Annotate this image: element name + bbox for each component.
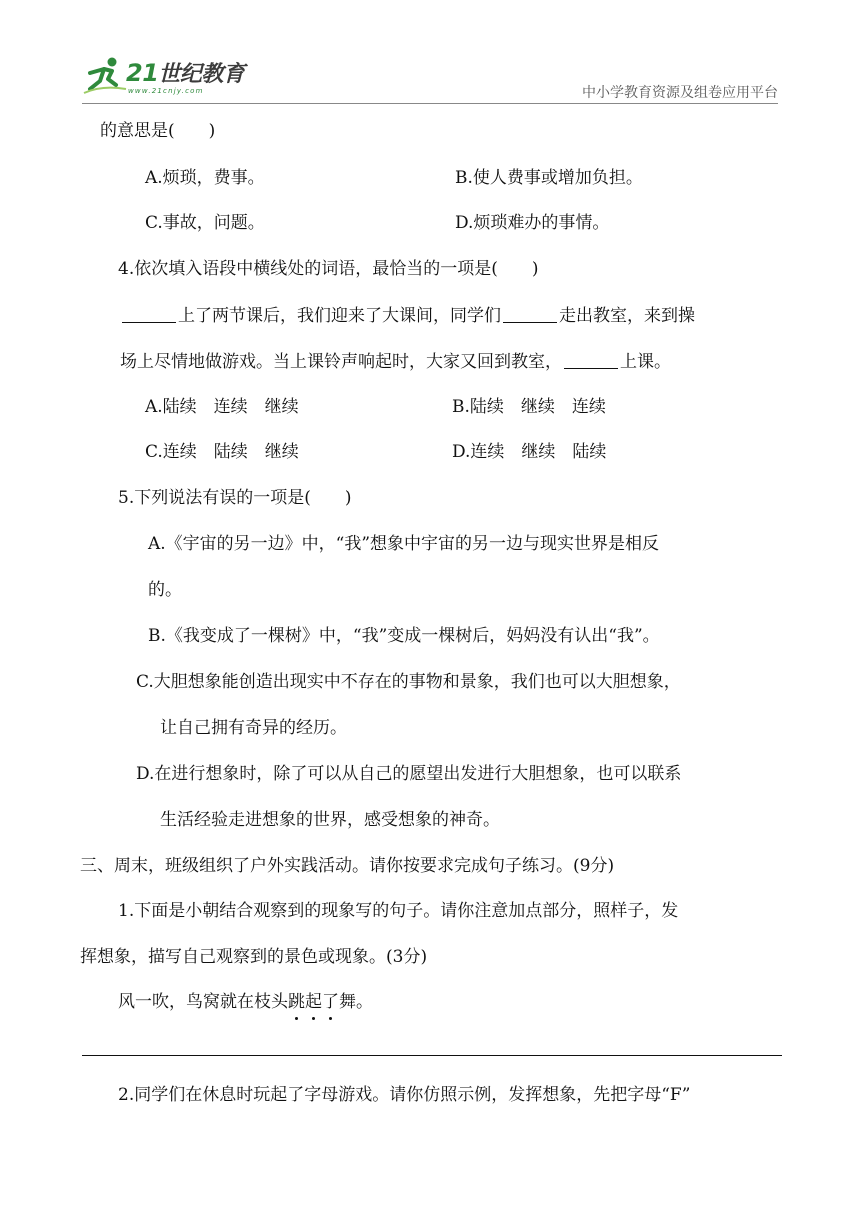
example-suffix: 舞。	[339, 992, 373, 1012]
fill-blank-3[interactable]	[564, 350, 618, 369]
s3-q2-line-1: 2.同学们在休息时玩起了字母游戏。请你仿照示例，发挥想象，先把字母“F”	[118, 1085, 691, 1105]
s3-q1-line-1: 1.下面是小朝结合观察到的现象写的句子。请你注意加点部分，照样子，发	[118, 901, 679, 921]
dotted-char-2: 起	[305, 992, 322, 1012]
q4-option-b: B.陆续 继续 连续	[452, 397, 606, 417]
q3-option-a: A.烦琐，费事。	[145, 168, 265, 188]
q5-stem: 5.下列说法有误的一项是( )	[118, 488, 352, 508]
dotted-char-3: 了	[322, 992, 339, 1012]
platform-title: 中小学教育资源及组卷应用平台	[582, 85, 778, 101]
q5-option-c-line-1: C.大胆想象能创造出现实中不存在的事物和景象，我们也可以大胆想象，	[136, 672, 681, 692]
logo-number: 21	[126, 59, 159, 87]
q4-passage-text-2a: 场上尽情地做游戏。当上课铃声响起时，大家又回到教室，	[120, 352, 562, 372]
q3-option-c: C.事故，问题。	[145, 213, 265, 233]
dotted-char-1: 跳	[288, 992, 305, 1012]
q4-passage-line-1	[120, 304, 695, 328]
section-3-title: 三、周末，班级组织了户外实践活动。请你按要求完成句子练习。(9分)	[80, 856, 615, 876]
fill-blank-2[interactable]	[503, 304, 557, 323]
s3-q1-line-2: 挥想象，描写自己观察到的景色或现象。(3分)	[80, 947, 428, 967]
example-prefix: 风一吹，鸟窝就在枝头	[118, 992, 288, 1012]
logo-text	[126, 57, 244, 88]
example-sentence	[118, 990, 373, 1014]
fill-blank-1[interactable]	[122, 304, 176, 323]
running-man-icon	[82, 55, 128, 95]
q5-option-b: B.《我变成了一棵树》中，“我”变成一棵树后，妈妈没有认出“我”。	[148, 626, 660, 646]
logo-brand: 世纪教育	[158, 62, 245, 87]
q5-option-d-line-1: D.在进行想象时，除了可以从自己的愿望出发进行大胆想象，也可以联系	[136, 764, 682, 784]
page-header	[0, 0, 860, 106]
q5-option-c-line-2: 让自己拥有奇异的经历。	[160, 718, 347, 738]
header-divider	[82, 103, 778, 104]
q4-passage-line-2	[120, 350, 671, 374]
q4-passage-text-2b: 上课。	[620, 352, 671, 372]
answer-line[interactable]	[82, 1055, 782, 1056]
q5-option-a-line-2: 的。	[148, 580, 182, 600]
q5-option-d-line-2: 生活经验走进想象的世界，感受想象的神奇。	[160, 810, 500, 830]
q3-option-b: B.使人费事或增加负担。	[455, 168, 643, 188]
q3-stem: 的意思是( )	[100, 121, 216, 141]
q4-option-c: C.连续 陆续 继续	[145, 442, 299, 462]
q5-option-a-line-1: A.《宇宙的另一边》中，“我”想象中宇宙的另一边与现实世界是相反	[148, 534, 660, 554]
q4-option-a: A.陆续 连续 继续	[145, 397, 299, 417]
q4-option-d: D.连续 继续 陆续	[452, 442, 607, 462]
q4-stem: 4.依次填入语段中横线处的词语，最恰当的一项是( )	[118, 259, 539, 279]
logo-url: www.21cnjy.com	[128, 87, 204, 95]
q3-option-d: D.烦琐难办的事情。	[455, 213, 610, 233]
q4-passage-text-1b: 走出教室，来到操	[559, 306, 695, 326]
logo	[82, 55, 262, 105]
q4-passage-text-1a: 上了两节课后，我们迎来了大课间，同学们	[178, 306, 501, 326]
